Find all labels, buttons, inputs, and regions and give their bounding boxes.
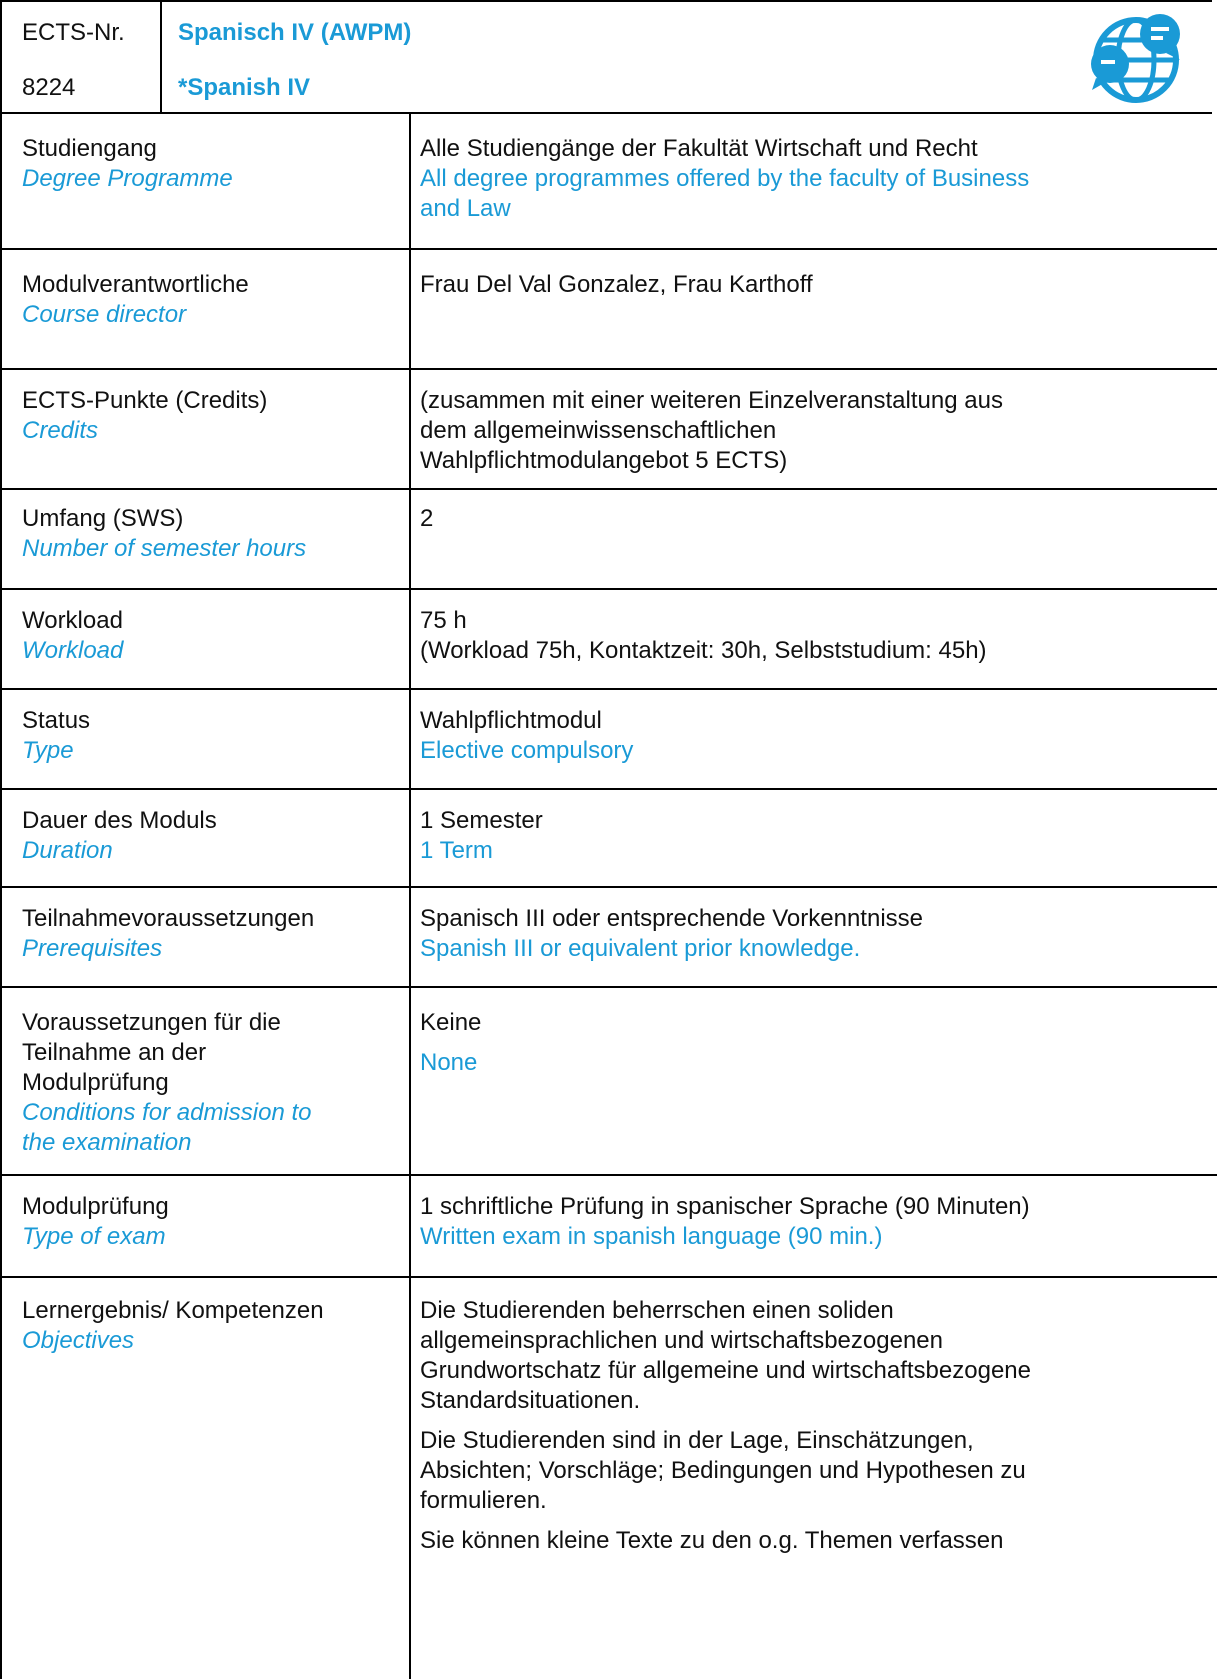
row-value: Wahlpflichtmodul Elective compulsory <box>420 707 634 764</box>
module-title-en: *Spanish IV <box>178 74 311 101</box>
row-label: Lernergebnis/ Kompetenzen Objectives <box>22 1297 324 1354</box>
ects-label: ECTS-Nr. <box>22 19 125 46</box>
row-label: Status Type <box>22 707 91 764</box>
row-label: ECTS-Punkte (Credits) Credits <box>22 387 268 444</box>
row-value: Keine None <box>420 1009 482 1076</box>
row-value: 75 h (Workload 75h, Kontaktzeit: 30h, Selbststudium: 45h) <box>420 607 987 664</box>
table-row <box>2 590 1217 690</box>
row-value: Alle Studiengänge der Fakultät Wirtschaft und Recht All degree programmes offered by the faculty of Business and Law <box>420 135 1030 222</box>
table-row <box>2 250 1217 370</box>
row-value: Frau Del Val Gonzalez, Frau Karthoff <box>420 271 813 298</box>
table-row <box>2 988 1217 1176</box>
row-label: Dauer des Moduls Duration <box>22 807 217 864</box>
row-label: Voraussetzungen für die Teilnahme an der Modulprüfung Conditions for admission to the examination <box>22 1009 312 1156</box>
row-label: Modulverantwortliche Course director <box>22 271 249 328</box>
row-value: 1 Semester 1 Term <box>420 807 543 864</box>
row-label: Teilnahmevoraussetzungen Prerequisites <box>22 905 315 962</box>
row-value: 2 <box>420 505 434 532</box>
table-row <box>2 790 1217 888</box>
row-label: Umfang (SWS) Number of semester hours <box>22 505 307 562</box>
row-value: 1 schriftliche Prüfung in spanischer Sprache (90 Minuten) Written exam in spanish language (90 min.) <box>420 1193 1030 1250</box>
table-row <box>2 490 1217 590</box>
ects-cell <box>2 2 162 112</box>
table-row <box>2 112 1217 250</box>
row-label: Modulprüfung Type of exam <box>22 1193 169 1250</box>
table-row <box>2 1278 1217 1679</box>
row-value: (zusammen mit einer weiteren Einzelveranstaltung aus dem allgemeinwissenschaftlichen Wahlpflichtmodulangebot 5 ECTS) <box>420 387 1003 474</box>
globe-chat-icon <box>1088 10 1184 106</box>
table-row <box>2 1176 1217 1278</box>
title-cell <box>162 2 1062 112</box>
module-details-table <box>0 112 1217 1679</box>
module-title-de: Spanisch IV (AWPM) <box>178 19 412 46</box>
ects-number: 8224 <box>22 74 76 101</box>
table-row <box>2 370 1217 490</box>
module-header <box>0 0 1212 114</box>
row-label: Studiengang Degree Programme <box>22 135 233 192</box>
row-value: Die Studierenden beherrschen einen soliden allgemeinsprachlichen und wirtschaftsbezogenen Grundwortschatz für allgemeine und wirtschaftsbezogene Standardsituationen. Die Studierenden sind in der Lage, Einschätzungen, Absichten; Vorschläge; Bedingungen und Hypothesen zu formulieren. Sie können kleine Texte zu den o.g. Themen verfassen <box>420 1297 1031 1554</box>
table-row <box>2 888 1217 988</box>
row-label: Workload Workload <box>22 607 124 664</box>
table-row <box>2 690 1217 790</box>
row-value: Spanisch III oder entsprechende Vorkenntnisse Spanish III or equivalent prior knowledge. <box>420 905 923 962</box>
